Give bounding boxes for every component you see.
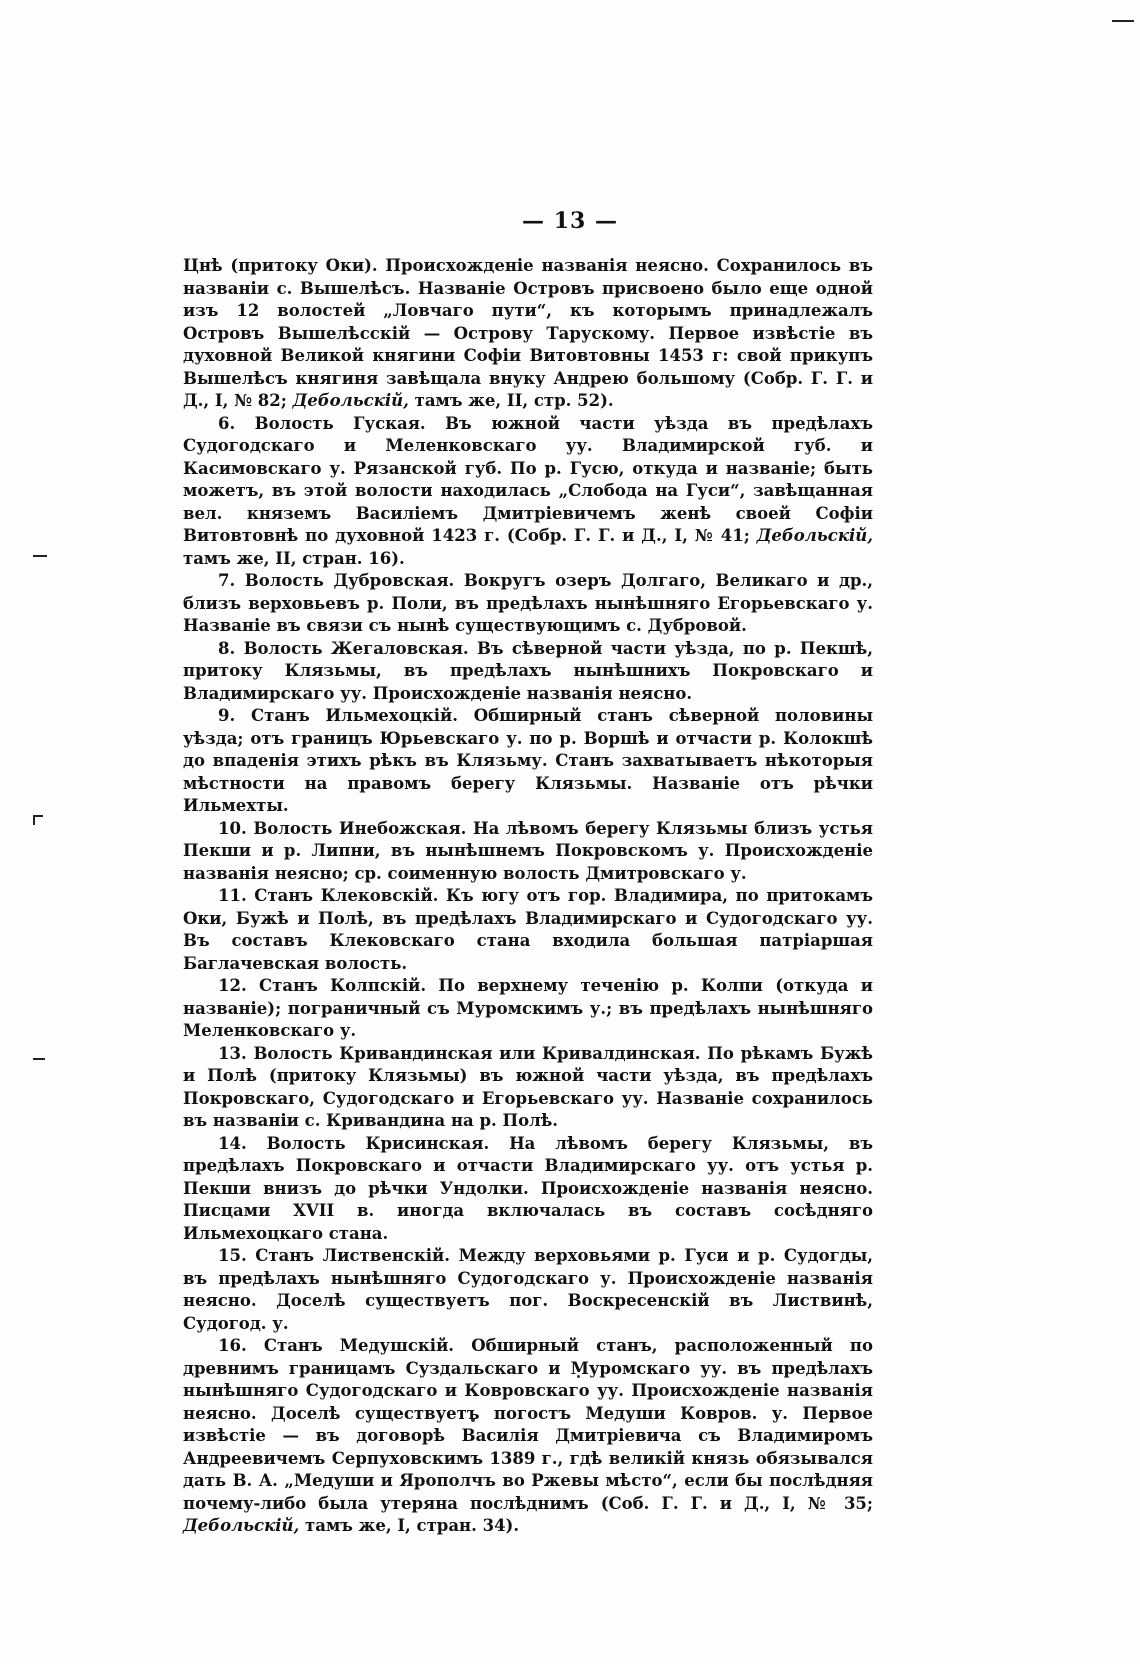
entry-paragraph (183, 1043, 873, 1133)
paragraph-text: 15. Станъ Лиственскій. Между верховьями р. Гуси и р. Судогды, въ предѣлахъ нынѣшняго Судогодскаго у. Происхожденіе названія неясно. Доселѣ существуетъ пог. Воскресенскій въ Листвинѣ, Судогод. у. (183, 1246, 873, 1333)
paragraph-text: 10. Волость Инебожская. На лѣвомъ берегу Клязьмы близъ устья Пекши и р. Липни, въ нынѣшнемъ Покровскомъ у. Происхожденіе названія неясно; ср. соименную волость Дмитровскаго у. (183, 818, 873, 883)
entry-paragraph (183, 413, 873, 571)
paragraph-text: 12. Станъ Колпскій. По верхнему теченію р. Колпи (откуда и названіе); пограничный съ Муромскимъ у.; въ предѣлахъ нынѣшняго Меленковскаго у. (183, 976, 873, 1040)
page-number: — 13 — (522, 208, 618, 234)
paragraph-text: 6. Волость Гуская. Въ южной части уѣзда въ предѣлахъ Судогодскаго и Меленковскаго уу. Владимирской губ. и Касимовскаго у. Рязанской губ. По р. Гусю, откуда и названіе; быть можетъ, въ этой волости находилась „Слобода на Гуси“, завѣщанная вел. княземъ Василіемъ Дмитріевичемъ женѣ своей Софіи Витовтовнѣ по духовной 1423 г. (Собр. Г. Г. и Д., I, № 41; (183, 413, 873, 545)
paragraph-text-tail: тамъ же, II, стран. 16). (183, 548, 405, 568)
paragraph-text: 9. Станъ Ильмехоцкій. Обширный станъ сѣверной половины уѣзда; отъ границъ Юрьевскаго у. по р. Воршѣ и отчасти р. Колокшѣ до впаденія этихъ рѣкъ въ Клязьму. Станъ захватываетъ нѣкоторыя мѣстности на правомъ берегу Клязьмы. Названіе отъ рѣчки Ильмехты. (183, 706, 873, 815)
paragraph-text-tail: тамъ же, II, стр. 52). (408, 391, 614, 410)
scan-edge-mark-top-right (1112, 20, 1134, 22)
paragraph-continuation (183, 255, 873, 413)
entry-paragraph (183, 570, 873, 638)
author-citation: Дебольскій, (756, 526, 873, 545)
scan-edge-mark-left-2b (33, 815, 35, 825)
body-text (183, 255, 873, 1538)
paragraph-text: Цнѣ (притоку Оки). Происхожденіе названія неясно. Сохранилось въ названіи с. Вышелѣсъ. Названіе Островъ присвоено было еще одной изъ 12 волостей „Ловчаго пути“, къ которымъ принадлежалъ Островъ Вышелѣсскій — Острову Тарускому. Первое извѣстіе въ духовной Великой княгини Софіи Витовтовны 1453 г: свой прикупъ Вышелѣсъ княгиня завѣщала внуку Андрею большому (Собр. Г. Г. и Д., I, № 82; (183, 256, 873, 410)
entry-paragraph (183, 1133, 873, 1246)
paragraph-text: 8. Волость Жегаловская. Въ сѣверной части уѣзда, по р. Пекшѣ, притоку Клязьмы, въ предѣлахъ нынѣшнихъ Покровскаго и Владимирскаго уу. Происхожденіе названія неясно. (183, 638, 873, 703)
paragraph-text-tail: тамъ же, I, стран. 34). (299, 1516, 520, 1535)
entry-paragraph (183, 1245, 873, 1335)
scan-edge-mark-left-1 (33, 555, 47, 557)
entry-paragraph (183, 975, 873, 1043)
entry-paragraph (183, 1335, 873, 1538)
entry-paragraph (183, 885, 873, 975)
entry-paragraph (183, 818, 873, 886)
paragraph-text: 13. Волость Кривандинская или Кривалдинская. По рѣкамъ Бужѣ и Полѣ (притоку Клязьмы) въ южной части уѣзда, въ предѣлахъ Покровскаго, Судогодскаго и Егорьевскаго уу. Названіе сохранилось въ названіи с. Кривандина на р. Полѣ. (183, 1043, 873, 1130)
paragraph-text: 11. Станъ Клековскій. Къ югу отъ гор. Владимира, по притокамъ Оки, Бужѣ и Полѣ, въ предѣлахъ Владимирскаго и Судогодскаго уу. Въ составъ Клековскаго стана входила большая патріаршая Баглачевская волость. (183, 886, 873, 973)
scan-edge-mark-left-3 (33, 1058, 45, 1060)
entry-paragraph (183, 705, 873, 818)
entry-paragraph (183, 638, 873, 706)
author-citation: Дебольскій, (292, 391, 409, 410)
paragraph-text: 16. Станъ Медушскій. Обширный станъ, расположенный по древнимъ границамъ Суздальскаго и Муромскаго уу. въ предѣлахъ нынѣшняго Судогодскаго и Ковровскаго уу. Происхожденіе названія неясно. Доселѣ существуетъ погостъ Медуши Ковров. у. Первое извѣстіе — въ договорѣ Василія Дмитріевича съ Владимиромъ Андреевичемъ Серпуховскимъ 1389 г., гдѣ великій князь обязывался дать В. А. „Медуши и Ярополчъ во Ржевы мѣсто“, если бы послѣдняя почему-либо была утеряна послѣднимъ (Соб. Г. Г. и Д., I, № 35; (183, 1336, 873, 1513)
paragraph-text: 14. Волость Крисинская. На лѣвомъ берегу Клязьмы, въ предѣлахъ Покровскаго и отчасти Владимирскаго уу. отъ устья р. Пекши внизъ до рѣчки Ундолки. Происхожденіе названія неясно. Писцами XVII в. иногда включалась въ составъ сосѣдняго Ильмехоцкаго стана. (183, 1133, 873, 1243)
paragraph-text: 7. Волость Дубровская. Вокругъ озеръ Долгаго, Великаго и др., близъ верховьевъ р. Поли, въ предѣлахъ нынѣшняго Егорьевскаго у. Названіе въ связи съ нынѣ существующимъ с. Дубровой. (183, 571, 873, 635)
author-citation: Дебольскій, (183, 1516, 300, 1535)
